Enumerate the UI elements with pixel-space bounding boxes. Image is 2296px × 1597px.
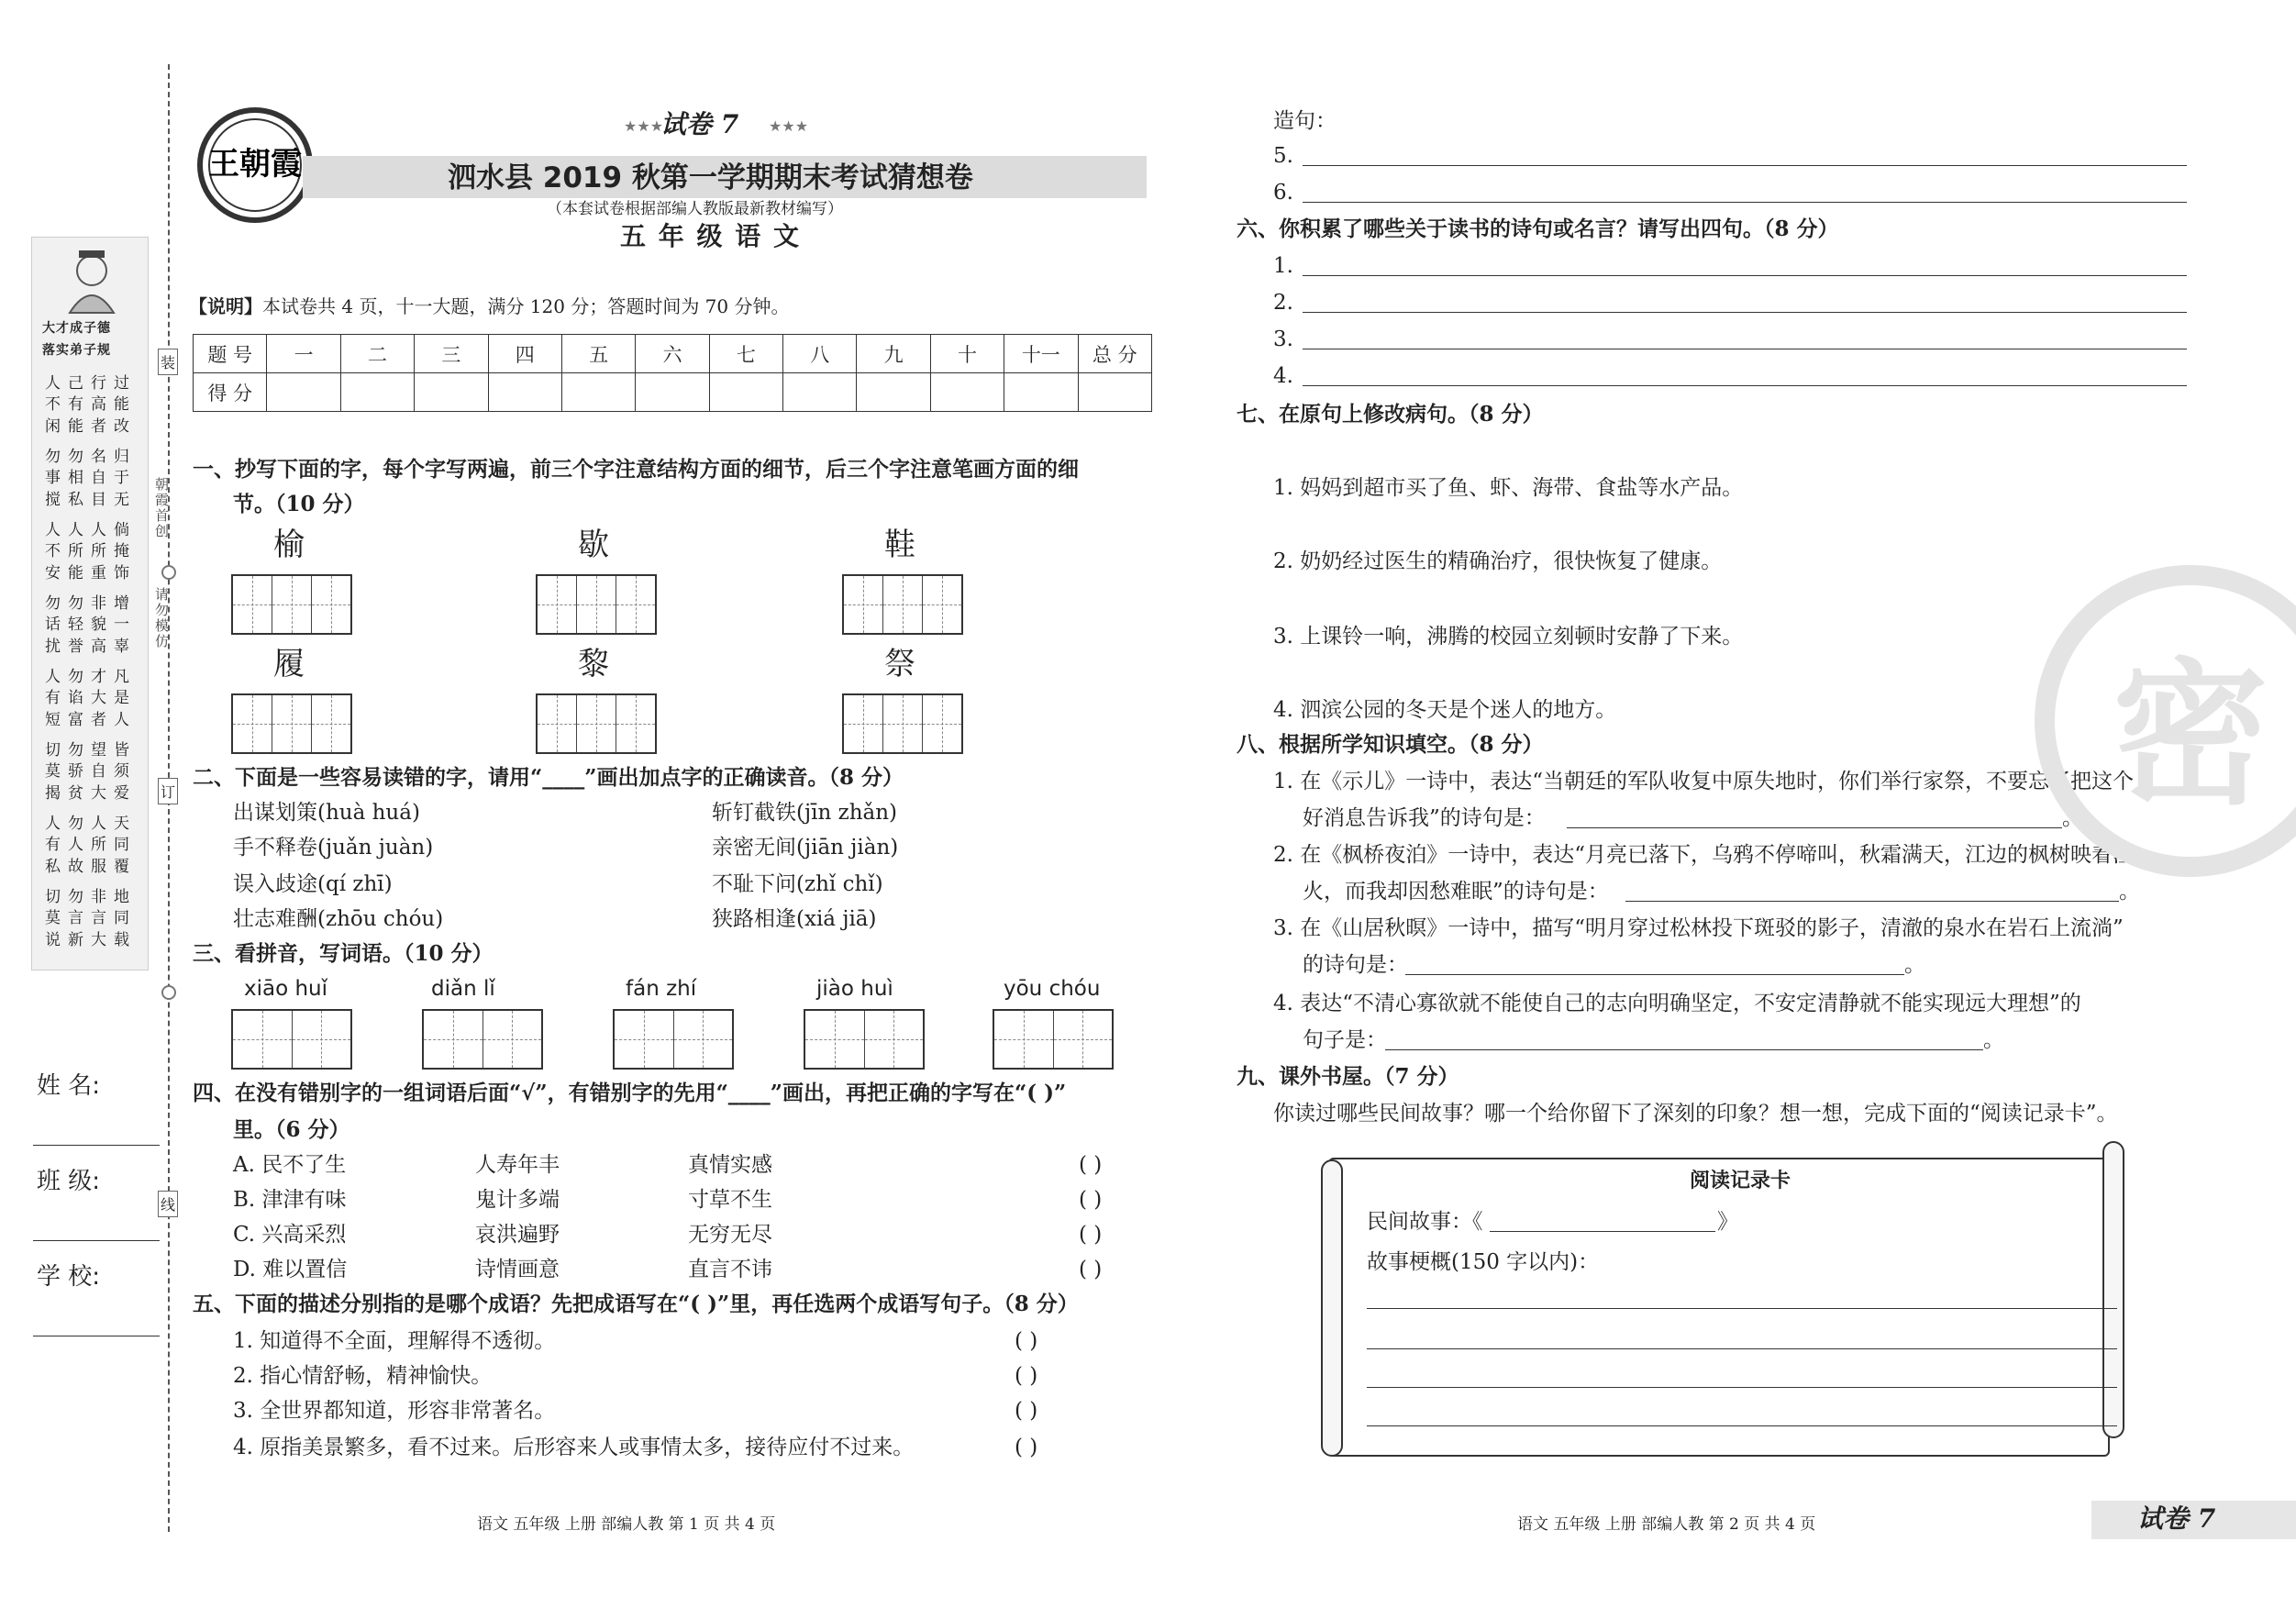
motto-line: 人己行过 bbox=[45, 374, 137, 393]
q1-title: 一、抄写下面的字，每个字写两遍，前三个字注意结构方面的细节，后三个字注意笔画方面的细 bbox=[193, 457, 1079, 482]
pinyin-grid[interactable] bbox=[613, 1009, 734, 1070]
q9-prompt: 你读过哪些民间故事？哪一个给你留下了深刻的印象？想一想，完成下面的“阅读记录卡”。 bbox=[1273, 1102, 2118, 1126]
score-header-cell: 十一 bbox=[1004, 335, 1078, 373]
q8-item-2-cont: 火，而我却因愁难眠”的诗句是： bbox=[1303, 880, 1609, 904]
motto-line: 人勿人天 bbox=[45, 814, 137, 833]
q1-char-2: 歇 bbox=[578, 527, 609, 563]
q1-char-5: 黎 bbox=[578, 646, 609, 682]
writing-grid[interactable] bbox=[842, 693, 963, 754]
q6-title: 六、你积累了哪些关于读书的诗句或名言？请写出四句。（8 分） bbox=[1237, 216, 1839, 241]
corner-series: 试卷 7 bbox=[2137, 1503, 2216, 1534]
motto-line: 说新大载 bbox=[45, 930, 137, 949]
motto-line: 有人所同 bbox=[45, 836, 137, 855]
scroll-roll-left bbox=[1321, 1159, 1343, 1457]
q7-sentence[interactable]: 4. 泗滨公园的冬天是个迷人的地方。 bbox=[1273, 698, 1617, 722]
q1-char-1: 榆 bbox=[273, 527, 305, 563]
writing-grid[interactable] bbox=[231, 693, 352, 754]
motto-line: 扰誉高辜 bbox=[45, 637, 137, 656]
score-cell[interactable] bbox=[267, 373, 340, 412]
q8-item-1-cont: 好消息告诉我”的诗句是： bbox=[1303, 806, 1546, 830]
score-cell[interactable] bbox=[857, 373, 930, 412]
binding-char-3: 线 bbox=[158, 1191, 178, 1217]
motto-title-bottom: 落实弟子规 bbox=[42, 343, 111, 358]
score-header-cell: 总 分 bbox=[1078, 335, 1152, 373]
reading-card-title: 阅读记录卡 bbox=[1690, 1170, 1791, 1192]
answer-line[interactable] bbox=[1303, 202, 2187, 203]
exam-title: 泗水县 2019 秋第一学期期末考试猜想卷 bbox=[448, 161, 973, 194]
q5-sentence-label: 造句： bbox=[1273, 109, 1337, 133]
score-header-cell: 三 bbox=[415, 335, 488, 373]
hole-mark bbox=[161, 985, 176, 1000]
q5-item: 3. 全世界都知道，形容非常著名。 bbox=[233, 1399, 556, 1423]
q3-pinyin: diǎn lǐ bbox=[431, 977, 495, 1001]
q4-row-b-2: 鬼计多端 bbox=[475, 1188, 560, 1212]
score-header-cell: 九 bbox=[857, 335, 930, 373]
story-name-field[interactable] bbox=[1490, 1231, 1715, 1232]
reading-card-summary-label: 故事梗概(150 字以内)： bbox=[1367, 1250, 1600, 1274]
answer-line[interactable] bbox=[1567, 827, 2062, 828]
score-header-cell: 题 号 bbox=[194, 335, 267, 373]
reading-card-story-label: 民间故事：《 bbox=[1367, 1210, 1483, 1234]
q8-item-3: 3. 在《山居秋暝》一诗中，描写“明月穿过松林投下斑驳的影子，清澈的泉水在岩石上流淌” bbox=[1273, 916, 2124, 940]
motto-line: 搅私目无 bbox=[45, 490, 137, 509]
q5-sentence-num: 6. bbox=[1273, 181, 1293, 205]
binding-char-2: 订 bbox=[158, 778, 178, 804]
score-header-cell: 八 bbox=[783, 335, 857, 373]
series-label: 试卷 7 bbox=[660, 109, 739, 139]
motto-line: 莫骄自须 bbox=[45, 762, 137, 782]
q7-title: 七、在原句上修改病句。（8 分） bbox=[1237, 402, 1544, 427]
series-stars-right: ★★★ bbox=[769, 117, 809, 135]
q2-item[interactable]: 狭路相逢(xiá jiā) bbox=[712, 907, 877, 931]
exam-subtitle: （本套试卷根据部编人教版最新教材编写） bbox=[547, 200, 843, 218]
score-header-cell: 一 bbox=[267, 335, 340, 373]
motto-line: 人人人倘 bbox=[45, 520, 137, 539]
note-tag: 【说明】 bbox=[189, 295, 262, 317]
reading-card-story-end: 》 bbox=[1717, 1210, 1738, 1234]
q8-end-mark: 。 bbox=[2062, 806, 2083, 830]
q5-answer[interactable]: ( ) bbox=[1015, 1436, 1038, 1459]
q7-sentence[interactable]: 1. 妈妈到超市买了鱼、虾、海带、食盐等水产品。 bbox=[1273, 476, 1744, 500]
motto-title-top: 大才成子德 bbox=[42, 321, 111, 336]
score-cell[interactable] bbox=[709, 373, 782, 412]
q4-title-cont: 里。（6 分） bbox=[233, 1117, 350, 1142]
q2-item[interactable]: 出谋划策(huà huá) bbox=[233, 801, 420, 825]
q3-pinyin: yōu chóu bbox=[1004, 977, 1101, 1001]
pinyin-grid[interactable] bbox=[422, 1009, 543, 1070]
student-name-label: 姓 名: bbox=[37, 1072, 101, 1100]
hole-mark bbox=[161, 565, 176, 580]
score-header-cell: 六 bbox=[636, 335, 709, 373]
motto-line: 勿勿名归 bbox=[45, 447, 137, 466]
motto-line: 闲能者改 bbox=[45, 416, 137, 436]
q8-end-mark: 。 bbox=[1983, 1028, 2004, 1052]
motto-line: 莫言言同 bbox=[45, 909, 137, 928]
publisher-logo bbox=[191, 101, 319, 229]
q4-row-b-1: B. 津津有味 bbox=[233, 1188, 347, 1212]
binding-char-1: 装 bbox=[158, 349, 178, 375]
q1-title-cont: 节。（10 分） bbox=[233, 492, 365, 516]
q8-end-mark: 。 bbox=[2119, 880, 2140, 904]
q6-num: 1. bbox=[1273, 254, 1293, 278]
motto-line: 安能重饰 bbox=[45, 563, 137, 582]
q7-sentence[interactable]: 3. 上课铃一响，沸腾的校园立刻顿时安静了下来。 bbox=[1273, 625, 1744, 649]
q4-answer-b[interactable]: ( ) bbox=[1079, 1188, 1103, 1212]
score-value-row bbox=[194, 373, 1152, 412]
motto-line: 揭贫大爱 bbox=[45, 783, 137, 803]
q8-item-2: 2. 在《枫桥夜泊》一诗中，表达“月亮已落下，乌鸦不停啼叫，秋霜满天，江边的枫树映着渔 bbox=[1273, 843, 2135, 867]
answer-line[interactable] bbox=[1303, 165, 2187, 166]
motto-line: 事相自于 bbox=[45, 469, 137, 488]
q5-answer[interactable]: ( ) bbox=[1015, 1364, 1038, 1388]
score-header-cell: 七 bbox=[709, 335, 782, 373]
score-header-cell: 四 bbox=[488, 335, 561, 373]
writing-grid[interactable] bbox=[536, 574, 657, 635]
page-2-footer: 语文 五年级 上册 部编人教 第 2 页 共 4 页 bbox=[1517, 1515, 1816, 1534]
motto-line: 人勿才凡 bbox=[45, 667, 137, 686]
score-cell[interactable] bbox=[636, 373, 709, 412]
q4-row-a-1: A. 民不了生 bbox=[233, 1153, 347, 1177]
pinyin-grid[interactable] bbox=[231, 1009, 352, 1070]
q2-item[interactable]: 壮志难酬(zhōu chóu) bbox=[233, 907, 444, 931]
motto-line: 有谄大是 bbox=[45, 689, 137, 708]
q2-title: 二、下面是一些容易读错的字，请用“____”画出加点字的正确读音。（8 分） bbox=[193, 765, 904, 790]
answer-line[interactable] bbox=[1385, 1049, 1983, 1050]
summary-line[interactable] bbox=[1367, 1308, 2117, 1309]
motto-line: 不所所掩 bbox=[45, 542, 137, 561]
series-stars-left: ★★★ bbox=[624, 117, 664, 135]
score-cell[interactable] bbox=[783, 373, 857, 412]
page-1-footer: 语文 五年级 上册 部编人教 第 1 页 共 4 页 bbox=[477, 1515, 776, 1534]
score-row-label: 得 分 bbox=[194, 373, 267, 412]
student-class-field[interactable] bbox=[33, 1240, 160, 1241]
writing-grid[interactable] bbox=[842, 574, 963, 635]
summary-line[interactable] bbox=[1367, 1425, 2117, 1426]
q2-item[interactable]: 不耻下问(zhǐ chǐ) bbox=[712, 872, 883, 896]
q4-row-a-2: 人寿年丰 bbox=[475, 1153, 560, 1177]
q4-row-d-2: 诗情画意 bbox=[475, 1258, 560, 1281]
score-header-cell: 二 bbox=[340, 335, 414, 373]
motto-line: 不有高能 bbox=[45, 395, 137, 415]
reading-card bbox=[1328, 1158, 2110, 1457]
writing-grid[interactable] bbox=[536, 693, 657, 754]
q8-item-4-cont: 句子是： bbox=[1303, 1028, 1387, 1052]
q8-title: 八、根据所学知识填空。（8 分） bbox=[1237, 732, 1544, 757]
motto-line: 话轻貌一 bbox=[45, 616, 137, 635]
q3-pinyin: jiào huì bbox=[816, 977, 893, 1001]
grade-subject: 五 年 级 语 文 bbox=[620, 221, 801, 251]
q8-item-4: 4. 表达“不清心寡欲就不能使自己的志向明确坚定，不安定清静就不能实现远大理想”的 bbox=[1273, 992, 2081, 1015]
pinyin-grid[interactable] bbox=[804, 1009, 925, 1070]
q8-end-mark: 。 bbox=[1904, 953, 1925, 977]
q1-char-4: 履 bbox=[273, 646, 305, 682]
q5-title: 五、下面的描述分别指的是哪个成语？先把成语写在“( )”里，再任选两个成语写句子。（8 分） bbox=[193, 1292, 1079, 1316]
q4-row-c-3: 无穷无尽 bbox=[688, 1223, 772, 1247]
svg-text:王朝霞: 王朝霞 bbox=[208, 146, 302, 183]
q4-row-a-3: 真情实感 bbox=[688, 1153, 772, 1177]
q8-item-1: 1. 在《示儿》一诗中，表达“当朝廷的军队收复中原失地时，你们举行家祭，不要忘了把这个 bbox=[1273, 770, 2135, 793]
student-name-field[interactable] bbox=[33, 1145, 160, 1146]
q1-char-3: 鞋 bbox=[884, 527, 915, 563]
q5-sentence-num: 5. bbox=[1273, 144, 1293, 168]
score-cell[interactable] bbox=[930, 373, 1004, 412]
motto-line: 短富者人 bbox=[45, 710, 137, 729]
score-header-cell: 五 bbox=[561, 335, 635, 373]
q4-row-b-3: 寸草不生 bbox=[688, 1188, 772, 1212]
scholar-illustration bbox=[48, 243, 136, 315]
score-header-cell: 十 bbox=[930, 335, 1004, 373]
scroll-roll-right bbox=[2102, 1141, 2124, 1438]
motto-line: 勿勿非增 bbox=[45, 593, 137, 613]
q5-item: 4. 原指美景繁多，看不过来。后形容来人或事情太多，接待应付不过来。 bbox=[233, 1436, 915, 1459]
student-class-label: 班 级: bbox=[37, 1168, 101, 1195]
q4-answer-a[interactable]: ( ) bbox=[1079, 1153, 1103, 1177]
q5-answer[interactable]: ( ) bbox=[1015, 1329, 1038, 1353]
motto-line: 私故服覆 bbox=[45, 857, 137, 876]
score-cell[interactable] bbox=[1004, 373, 1078, 412]
answer-line[interactable] bbox=[1303, 275, 2187, 276]
q5-answer[interactable]: ( ) bbox=[1015, 1399, 1038, 1423]
motto-columns bbox=[40, 374, 141, 961]
summary-line[interactable] bbox=[1367, 1387, 2117, 1388]
answer-line[interactable] bbox=[1405, 974, 1904, 975]
q9-title: 九、课外书屋。（7 分） bbox=[1237, 1064, 1459, 1089]
score-cell[interactable] bbox=[561, 373, 635, 412]
q5-item: 2. 指心情舒畅，精神愉快。 bbox=[233, 1364, 493, 1388]
q6-num: 3. bbox=[1273, 327, 1293, 351]
q2-item[interactable]: 手不释卷(juǎn juàn) bbox=[233, 836, 434, 859]
q2-item[interactable]: 斩钉截铁(jīn zhǎn) bbox=[712, 801, 898, 825]
writing-grid[interactable] bbox=[231, 574, 352, 635]
secret-stamp-text: 密 bbox=[2112, 644, 2268, 826]
score-cell[interactable] bbox=[488, 373, 561, 412]
q6-num: 4. bbox=[1273, 364, 1293, 388]
score-cell[interactable] bbox=[415, 373, 488, 412]
q4-row-d-1: D. 难以置信 bbox=[233, 1258, 348, 1281]
answer-line[interactable] bbox=[1303, 312, 2187, 313]
motto-line: 切勿非地 bbox=[45, 887, 137, 906]
q3-pinyin: xiāo huǐ bbox=[244, 977, 328, 1001]
margin-label-original: 朝霞首创 bbox=[153, 477, 170, 539]
score-header-row bbox=[194, 335, 1152, 373]
answer-line[interactable] bbox=[1303, 385, 2187, 386]
q5-item: 1. 知道得不全面，理解得不透彻。 bbox=[233, 1329, 556, 1353]
exam-note: 本试卷共 4 页，十一大题，满分 120 分；答题时间为 70 分钟。 bbox=[262, 295, 790, 317]
score-cell[interactable] bbox=[1078, 373, 1152, 412]
q4-row-c-1: C. 兴高采烈 bbox=[233, 1223, 347, 1247]
q4-row-d-3: 直言不讳 bbox=[688, 1258, 772, 1281]
q2-item[interactable]: 亲密无间(jiān jiàn) bbox=[712, 836, 899, 859]
margin-label-nocopy: 请勿模仿 bbox=[153, 587, 170, 649]
q8-item-3-cont: 的诗句是： bbox=[1303, 953, 1408, 977]
q4-title: 四、在没有错别字的一组词语后面“√”，有错别字的先用“____”画出，再把正确的字写在“( )” bbox=[193, 1081, 1067, 1105]
pinyin-grid[interactable] bbox=[993, 1009, 1114, 1070]
score-table bbox=[193, 334, 1152, 412]
q3-pinyin: fán zhí bbox=[626, 977, 697, 1001]
q4-answer-d[interactable]: ( ) bbox=[1079, 1258, 1103, 1281]
student-school-label: 学 校: bbox=[37, 1263, 101, 1291]
score-cell[interactable] bbox=[340, 373, 414, 412]
q7-sentence[interactable]: 2. 奶奶经过医生的精确治疗，很快恢复了健康。 bbox=[1273, 549, 1723, 573]
q4-row-c-2: 哀洪遍野 bbox=[475, 1223, 560, 1247]
q1-char-6: 祭 bbox=[884, 646, 915, 682]
answer-line[interactable] bbox=[1625, 901, 2119, 902]
summary-line[interactable] bbox=[1367, 1348, 2117, 1349]
q4-answer-c[interactable]: ( ) bbox=[1079, 1223, 1103, 1247]
q3-title: 三、看拼音，写词语。（10 分） bbox=[193, 941, 494, 966]
motto-line: 切勿望皆 bbox=[45, 740, 137, 760]
q6-num: 2. bbox=[1273, 291, 1293, 315]
q2-item[interactable]: 误入歧途(qí zhī) bbox=[233, 872, 393, 896]
